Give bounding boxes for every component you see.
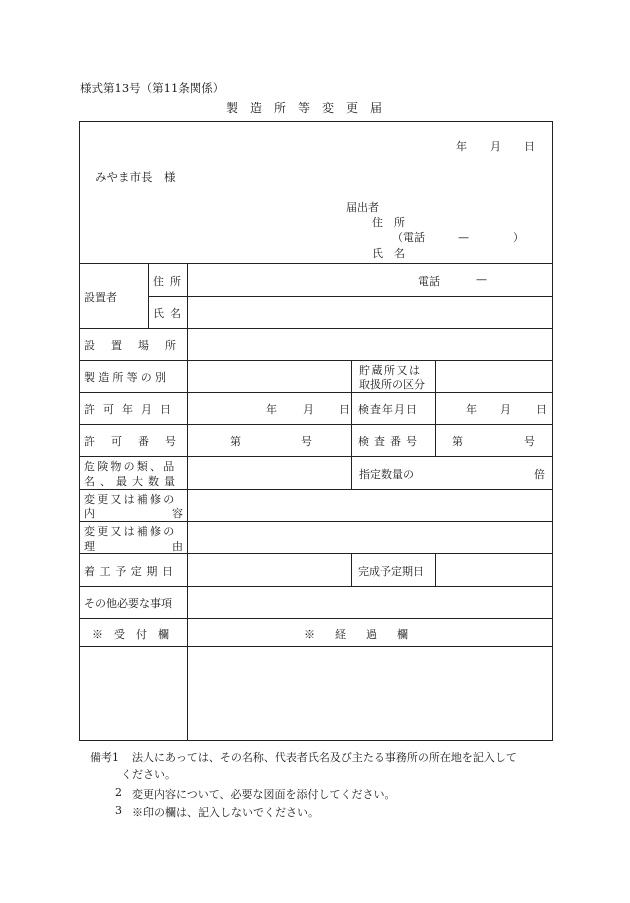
col-divider xyxy=(148,263,149,328)
note-1-head: 備考1 xyxy=(90,751,119,764)
row-divider xyxy=(79,521,552,522)
designated-quantity-label: 指定数量の xyxy=(359,468,414,481)
inspection-year: 年 xyxy=(466,403,477,416)
permit-number-dai: 第 xyxy=(230,435,241,448)
row-divider xyxy=(79,328,552,329)
inspection-month: 月 xyxy=(500,403,511,416)
row-divider xyxy=(79,360,552,361)
location-label: 設置場所 xyxy=(84,339,192,352)
note-3-num: 3 xyxy=(115,804,122,817)
row-divider xyxy=(79,392,552,393)
reception-header: ※受付欄 xyxy=(92,628,180,641)
facility-type-label: 製造所等の別 xyxy=(84,371,170,384)
inspection-date-label: 検査年月日 xyxy=(358,403,418,416)
row-divider xyxy=(79,263,552,264)
col-divider xyxy=(351,456,352,489)
row-divider xyxy=(79,553,552,554)
times-label: 倍 xyxy=(534,468,545,481)
change-reason-label-2a: 理 xyxy=(84,540,95,553)
start-date-label: 着工予定期日 xyxy=(84,565,178,578)
change-reason-label-2b: 由 xyxy=(172,540,183,553)
note-3-text: ※印の欄は、記入しないでください。 xyxy=(132,806,319,819)
permit-date-label: 許可年月日 xyxy=(84,403,179,416)
form-number: 様式第13号（第11条関係） xyxy=(80,81,225,95)
change-reason-label-1: 変更又は補修の xyxy=(84,525,177,538)
row-divider xyxy=(79,489,552,490)
permit-month: 月 xyxy=(303,403,314,416)
applicant-label: 届出者 xyxy=(346,201,379,214)
note-2-num: 2 xyxy=(115,786,122,799)
completion-date-label: 完成予定期日 xyxy=(358,565,424,578)
permit-number-go: 号 xyxy=(301,435,312,448)
row-divider xyxy=(79,424,552,425)
row-divider xyxy=(79,456,552,457)
col-divider xyxy=(435,360,436,457)
col-divider xyxy=(351,360,352,457)
installer-name-label: 氏名 xyxy=(153,307,187,320)
form-table xyxy=(79,121,553,741)
date-year: 年 xyxy=(456,140,467,153)
hazard-label-2: 名、最大数量 xyxy=(84,475,180,488)
permit-day: 日 xyxy=(339,403,350,416)
inspection-number-dai: 第 xyxy=(452,435,463,448)
row-divider xyxy=(79,618,552,619)
addressee: みやま市長 様 xyxy=(95,170,176,184)
storage-label-2: 取扱所の区分 xyxy=(359,378,425,391)
applicant-address: 住 所 xyxy=(372,216,405,229)
applicant-name: 氏 名 xyxy=(372,247,405,260)
phone-dash: — xyxy=(476,273,487,286)
progress-header: ※経過欄 xyxy=(304,628,428,641)
row-divider xyxy=(148,296,552,297)
col-divider xyxy=(351,553,352,586)
applicant-phone: （電話 — ） xyxy=(392,231,524,244)
storage-label-1: 貯蔵所又は xyxy=(359,364,422,377)
form-title: 製 造 所 等 変 更 届 xyxy=(226,101,383,115)
change-content-label-1: 変更又は補修の xyxy=(84,493,177,506)
hazard-label-1: 危険物の類、品 xyxy=(84,460,177,473)
row-divider xyxy=(79,586,552,587)
installer-label: 設置者 xyxy=(84,291,117,304)
phone-label: 電話 xyxy=(418,275,440,288)
note-1-cont: ください。 xyxy=(121,768,176,781)
inspection-number-go: 号 xyxy=(524,435,535,448)
change-content-label-2a: 内 xyxy=(84,507,95,520)
date-month: 月 xyxy=(490,140,501,153)
note-2-text: 変更内容について、必要な図面を添付してください。 xyxy=(132,788,396,801)
inspection-day: 日 xyxy=(536,403,547,416)
inspection-number-label: 検査番号 xyxy=(358,435,422,448)
other-label: その他必要な事項 xyxy=(84,597,172,610)
change-content-label-2b: 容 xyxy=(172,507,183,520)
col-divider xyxy=(435,553,436,586)
permit-number-label: 許可番号 xyxy=(84,435,192,448)
permit-year: 年 xyxy=(266,403,277,416)
note-1-text: 法人にあっては、その名称、代表者氏名及び主たる事務所の所在地を記入して xyxy=(132,751,517,764)
col-divider xyxy=(187,263,188,740)
row-divider xyxy=(79,646,552,647)
installer-address-label: 住所 xyxy=(153,275,187,288)
date-day: 日 xyxy=(524,140,535,153)
